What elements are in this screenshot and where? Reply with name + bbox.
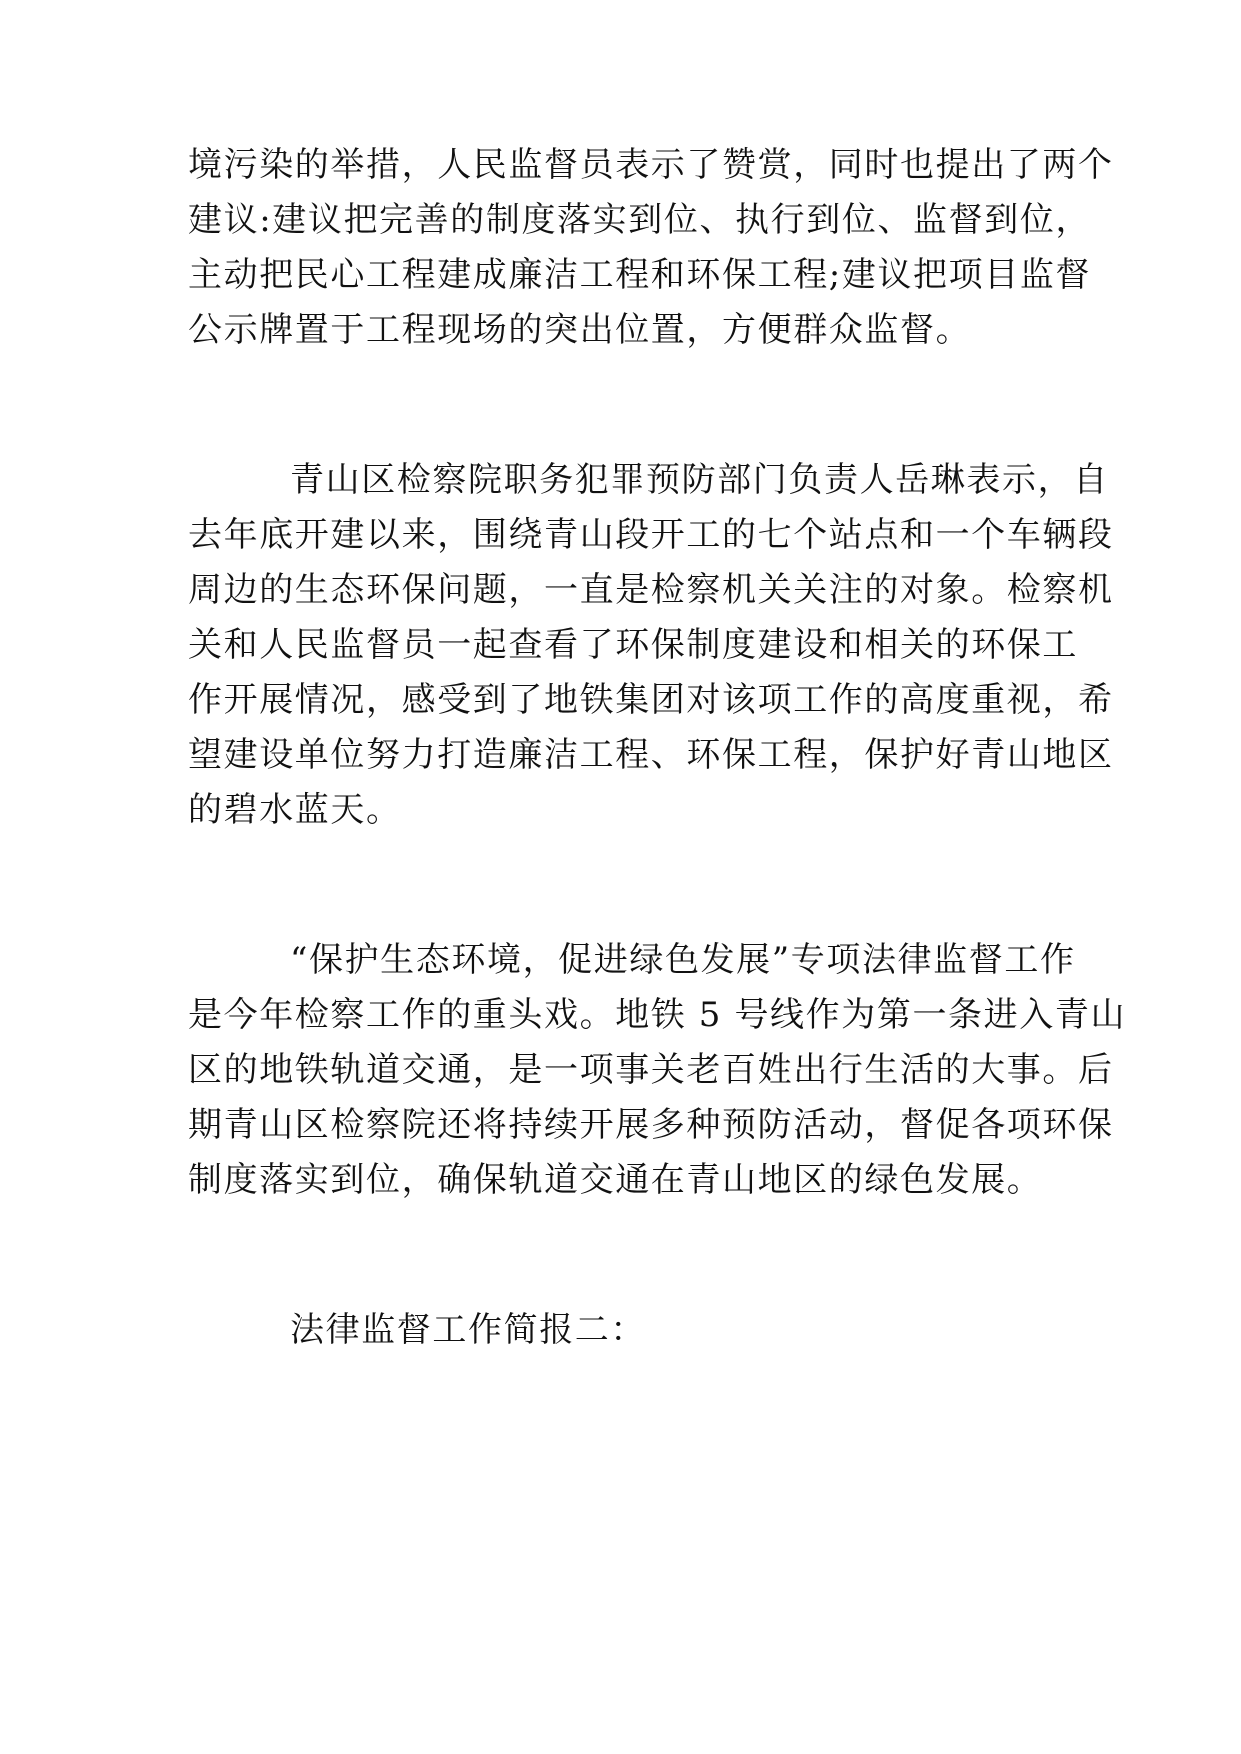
paragraph-line: 周边的生态环保问题，一直是检察机关关注的对象。检察机 [188, 570, 1114, 610]
paragraph-line: 作开展情况，感受到了地铁集团对该项工作的高度重视，希 [188, 680, 1114, 720]
paragraph-line: 去年底开建以来，围绕青山段开工的七个站点和一个车辆段 [188, 515, 1114, 555]
paragraph-line: 望建设单位努力打造廉洁工程、环保工程，保护好青山地区 [188, 735, 1114, 775]
paragraph-line: 期青山区检察院还将持续开展多种预防活动，督促各项环保 [188, 1105, 1114, 1145]
paragraph-line: 公示牌置于工程现场的突出位置，方便群众监督。 [188, 310, 972, 350]
paragraph-line: “保护生态环境，促进绿色发展”专项法律监督工作 [290, 940, 1076, 980]
paragraph-line: 关和人民监督员一起查看了环保制度建设和相关的环保工 [188, 625, 1078, 665]
paragraph-line: 是今年检察工作的重头戏。地铁 5 号线作为第一条进入青山 [188, 995, 1127, 1035]
paragraph-line: 境污染的举措，人民监督员表示了赞赏，同时也提出了两个 [188, 145, 1114, 185]
paragraph-line: 区的地铁轨道交通，是一项事关老百姓出行生活的大事。后 [188, 1050, 1114, 1090]
paragraph-line: 的碧水蓝天。 [188, 790, 402, 830]
paragraph-line: 建议:建议把完善的制度落实到位、执行到位、监督到位， [188, 200, 1092, 240]
section-heading: 法律监督工作简报二： [290, 1310, 646, 1350]
paragraph-line: 主动把民心工程建成廉洁工程和环保工程;建议把项目监督 [188, 255, 1092, 295]
paragraph-line: 青山区检察院职务犯罪预防部门负责人岳琳表示，自 [290, 460, 1109, 500]
paragraph-line: 制度落实到位，确保轨道交通在青山地区的绿色发展。 [188, 1160, 1043, 1200]
